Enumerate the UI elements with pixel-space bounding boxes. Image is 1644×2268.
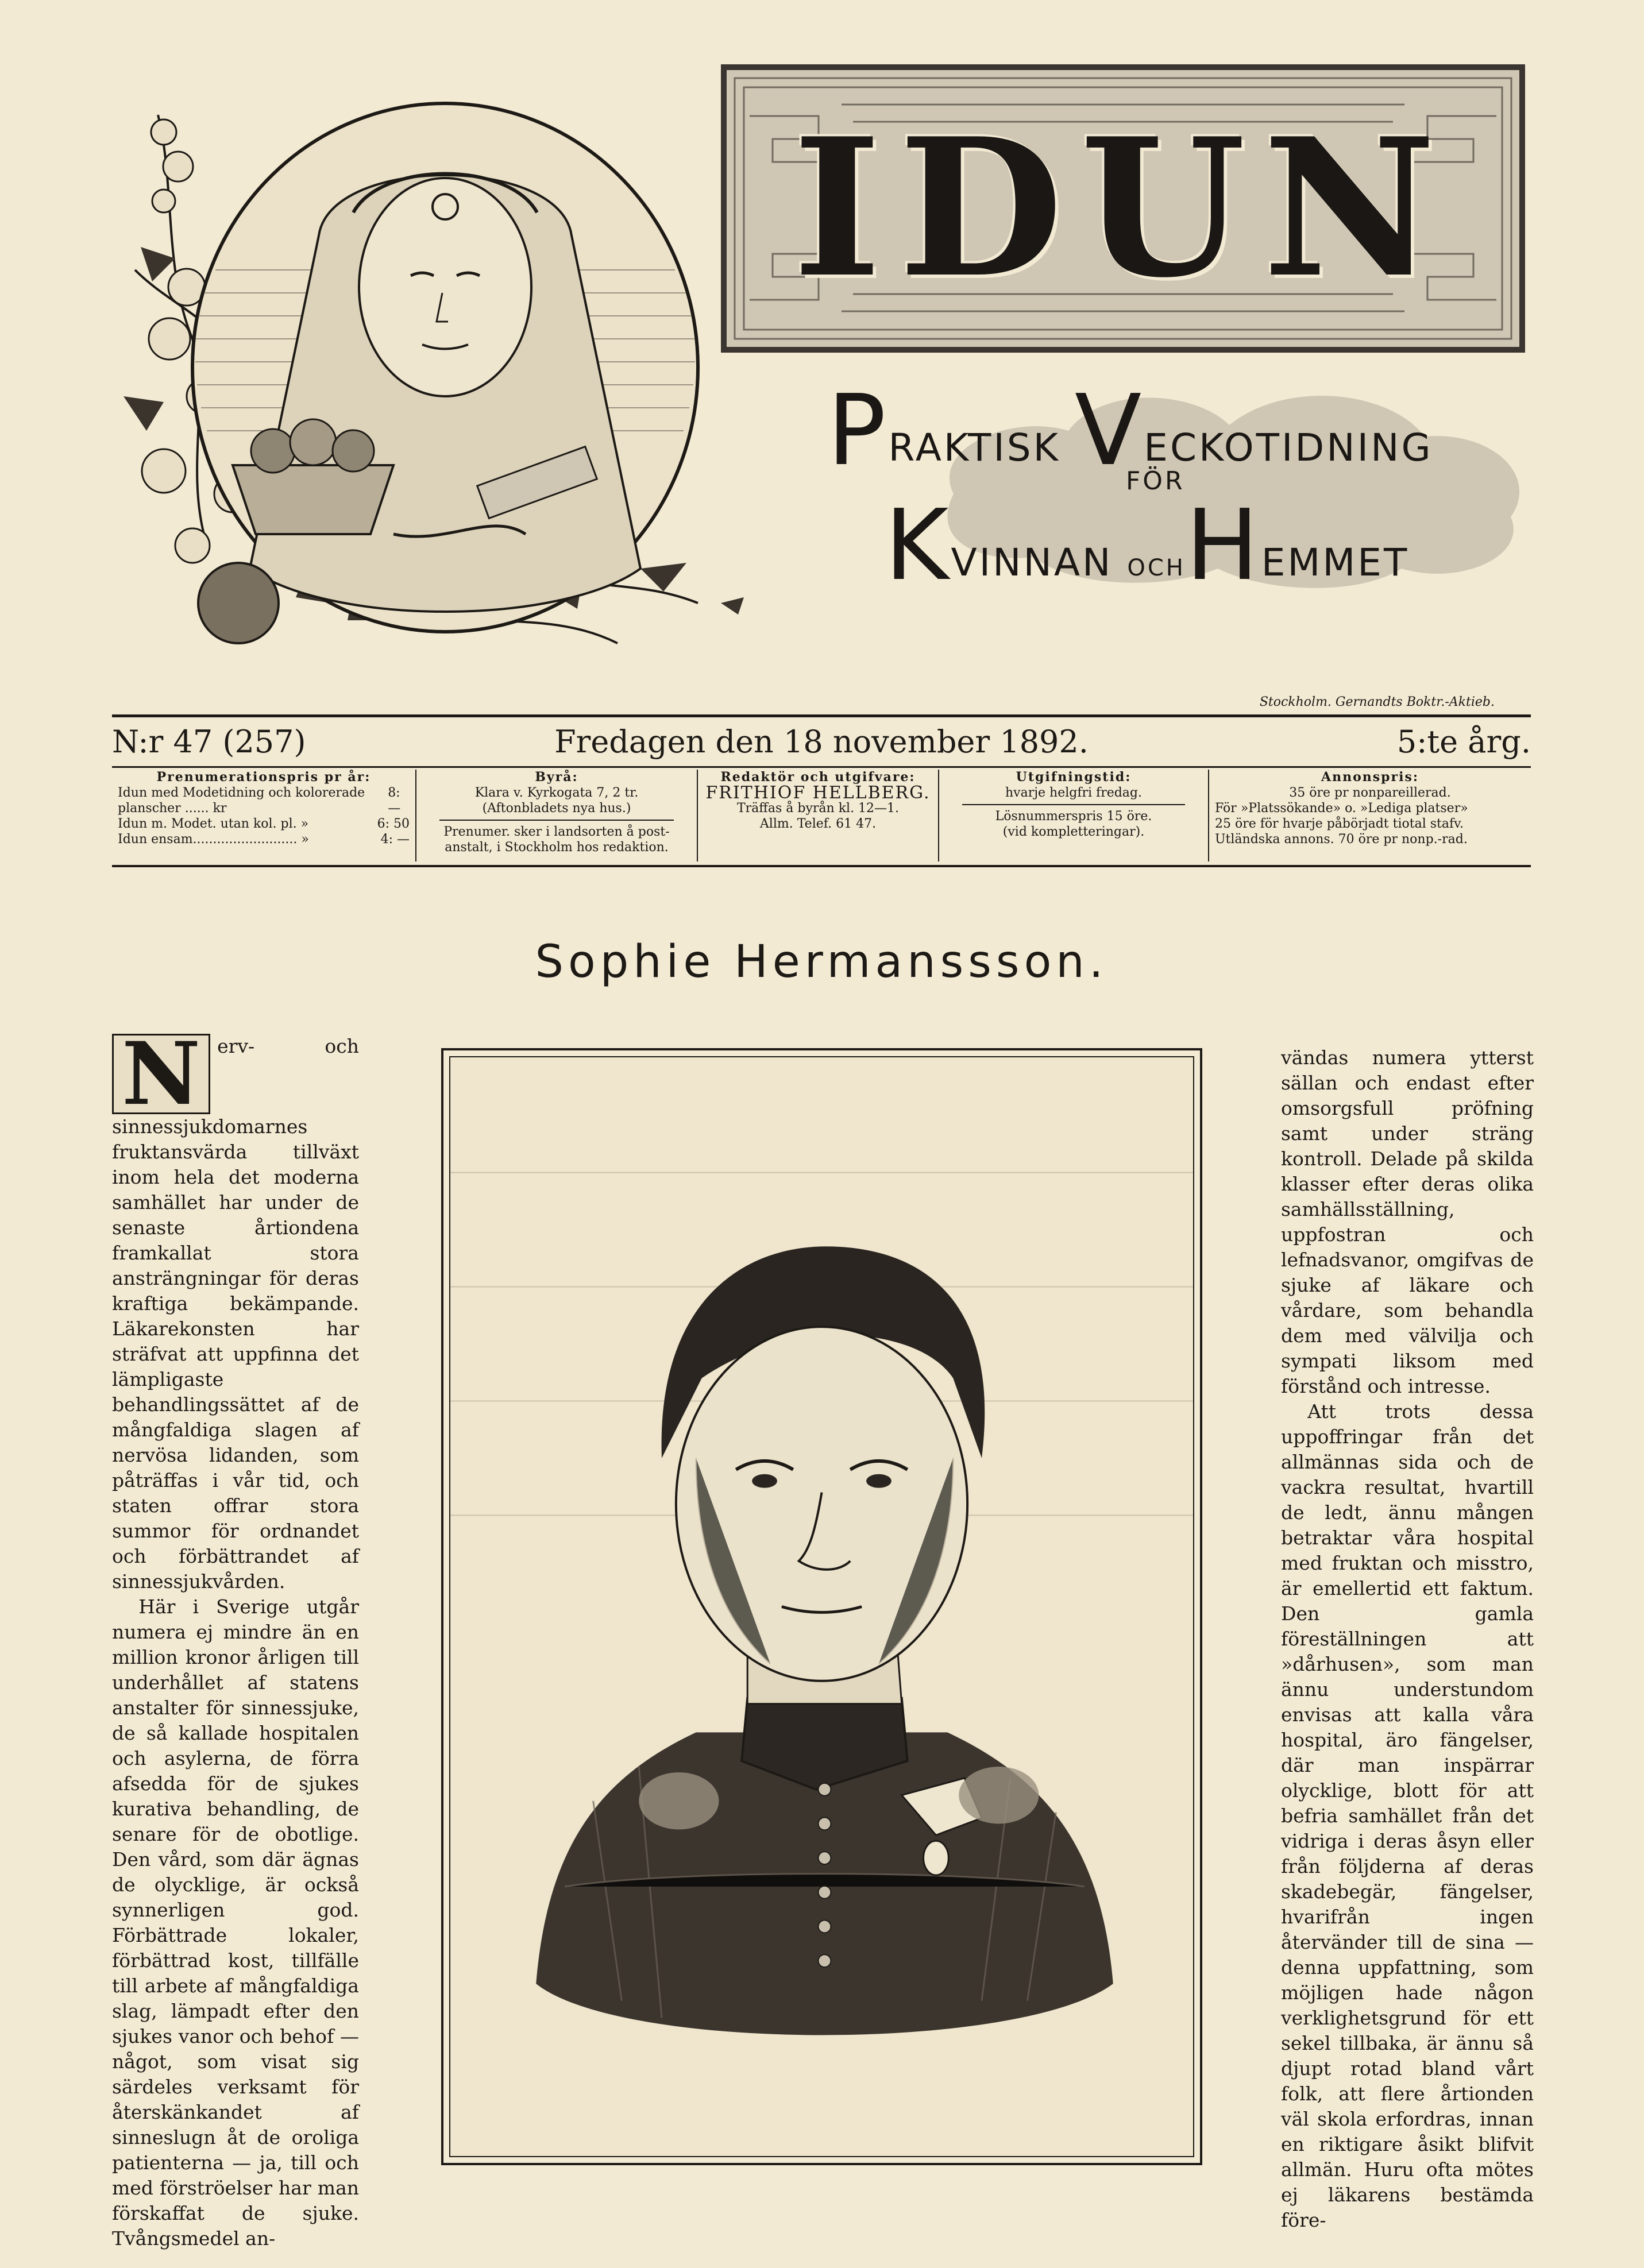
issue-year: 5:te årg. xyxy=(1396,724,1531,760)
subscription-row: Idun ensam.......................... » 4: — xyxy=(118,832,410,847)
issue-date: Fredagen den 18 november 1892. xyxy=(554,724,1089,760)
idun-logo: IDUN xyxy=(793,96,1453,319)
editor-box: Redaktör och utgifvare: FRITHIOF HELLBERG. Träffas å byrån kl. 12—1. Allm. Telef. 61 47. xyxy=(698,770,939,861)
article-column-right xyxy=(1281,1045,1534,2233)
schedule-box: Utgifningstid: hvarje helgfri fredag. Lösnummerspris 15 öre. (vid kompletteringar). xyxy=(939,770,1209,861)
issue-line xyxy=(112,719,1531,765)
subtitle-line3: KVINNAN OCHHEMMET xyxy=(885,489,1410,602)
article-paragraph: vändas numera ytterst sällan och endast efter omsorgsfull pröfning samt under sträng kontroll. Delade på skilda klasser efter deras olika samhällsställning, uppfostran och lefnadsvanor, omgifvas de sjuke af läkare och vårdare, som behandla dem med välvilja och sympati liksom med förstånd och intresse. xyxy=(1281,1046,1534,1397)
rule-bottom xyxy=(112,865,1531,867)
article-paragraph: Att trots dessa uppoffringar från det allmännas sida och de vackra resultat, hvartill de ledt, ännu mången betraktar våra hospital med fruktan och misstro, är emellertid ett faktum. Den gamla föreställningen att »dårhusen», som man ännu understundom envisas att kalla våra hospital, äro fängelser, där man inspärrar olycklige, blott för att befria samhället från det vidriga i deras åsyn eller från följderna af deras skadebegär, fängelser, hvarifrån ingen återvänder till de sina — denna uppfattning, som möjligen hade någon verklighetsgrund för ett sekel tillbaka, är ännu så djupt rotad bland vårt folk, att flere årtionden väl skola erfordras, innan en riktigare åsikt blifvit allmän. Huru ofta mötes ej läkarens bestämda före- xyxy=(1281,1400,1534,2231)
dropcap: N xyxy=(112,1034,210,1114)
allegorical-woman-portrait-icon xyxy=(124,98,750,678)
issue-number: N:r 47 (257) xyxy=(112,724,306,760)
subtitle-line1: PRAKTISK VECKOTIDNING xyxy=(827,374,1433,488)
article-paragraph: Här i Sverige utgår numera ej mindre än en million kronor årligen till underhållet af statens anstalter för sinnessjuke, de så kallade hospitalen och asylerna, de förra afsedda för de sjukes kurativa behandling, de senare för de obotlige. Den vård, som där ägnas de olycklige, är också synnerligen god. Förbättrade lokaler, förbättrad kost, tillfälle till arbete af mångfaldiga slag, lämpadt efter den sjukes vanor och behof — något, som visat sig särdeles verksamt för återskänkandet af sinneslugn åt de oroliga patienterna — ja, till och med förströelser har man förskaffat de sjuke. Tvångsmedel an- xyxy=(112,1595,359,2250)
article-paragraph: N erv- och sinnessjukdomarnes fruktansvärda tillväxt inom hela det moderna samhället har under de senaste årtiondena framkallat stora ansträngningar för deras kraftiga bekämpande. Läkarekonsten har sträfvat att uppfinna det lämpligaste behandlingssättet af de mångfaldiga slagen af nervösa lidanden, som påträffas i vår tid, och staten offrar stora summor för ordnandet och förbättrandet af sinnessjukvården. xyxy=(112,1023,359,1593)
info-bar xyxy=(112,770,1531,861)
idun-logo-box xyxy=(721,64,1525,353)
rule-mid xyxy=(112,766,1531,768)
rule-top xyxy=(112,714,1531,717)
sophie-hermansson-portrait-icon xyxy=(441,1048,1202,2165)
subscription-row: Idun m. Modet. utan kol. pl. » 6: 50 xyxy=(118,817,410,831)
printer-credit: Stockholm. Gernandts Boktr.-Aktieb. xyxy=(1259,695,1495,709)
subscription-box: Prenumerationspris pr år: Idun med Modetidning och kolorerade planscher ...... kr 8: — Idun m. Modet. utan kol. pl. » 6: 50 Idun ensam.......................... » 4: — xyxy=(112,770,416,861)
article-headline: Sophie Hermanssson. xyxy=(535,936,1108,988)
article-column-left xyxy=(112,1023,359,2251)
subscription-row: Idun med Modetidning och kolorerade planscher ...... kr 8: — xyxy=(118,786,401,816)
ads-box: Annonspris: 35 öre pr nonpareillerad. För »Platssökande» o. »Lediga platser» 25 öre för hvarje påbörjadt tiotal stafv. Utländska annons. 70 öre pr nonp.-rad. xyxy=(1215,770,1468,847)
office-box: Byrå: Klara v. Kyrkogata 7, 2 tr. (Aftonbladets nya hus.) Prenumer. sker i landsorten å post- anstalt, i Stockholm hos redaktion. xyxy=(416,770,698,861)
subtitle-line2: FÖR xyxy=(1126,466,1185,496)
